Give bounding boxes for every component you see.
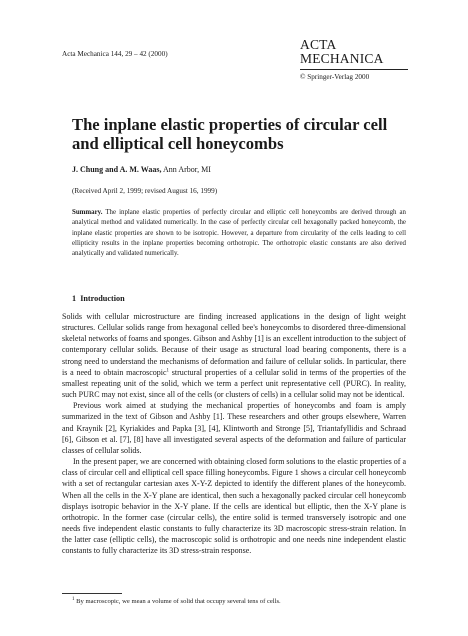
paper-title: The inplane elastic properties of circular cell and elliptical cell honeycombs bbox=[72, 115, 388, 153]
footnote-text: By macroscopic, we mean a volume of solid that occupy several tens of cells. bbox=[74, 598, 281, 605]
paragraph: In the present paper, we are concerned with obtaining closed form solutions to the elastic properties of a class of circular cell and elliptical cell space filling honeycombs. Figure 1 shows a circular cell honeycomb with a set of rectangular cartesian axes X-Y-Z depicted to identify the different planes of the honeycomb. When all the cells in the X-Y plane are identical, then such a hexagonally packed circular cell honeycomb displays isotropic behavior in the X-Y plane. If the cells are identical but elliptic, then the X-Y plane is orthotropic. In the former case (circular cells), the entire solid is termed transversely isotropic and one needs five independent elastic constants to fully characterize its 3D macroscopic stress-strain relation. In the latter case (elliptic cells), the macroscopic solid is orthotropic and one needs nine independent elastic constants to fully characterize its 3D stress-strain response. bbox=[62, 457, 406, 556]
paragraph: Previous work aimed at studying the mechanical properties of honeycombs and foam is amply summarized in the text of Gibson and Ashby [1]. These researchers and other groups elsewhere, Warren and Kraynik [2], Kyriakides and Papka [3], [4], Klintworth and Stronge [5], Triantafyllidis and Schraad [6], Gibson et al. [7], [8] have all investigated several aspects of the deformation and failure of particular classes of cellular solids. bbox=[62, 401, 406, 455]
footnote-rule bbox=[62, 593, 122, 594]
author-location: Ann Arbor, MI bbox=[161, 165, 211, 174]
section-title: Introduction bbox=[80, 294, 125, 303]
footnote bbox=[72, 598, 281, 605]
body-text bbox=[62, 311, 406, 556]
section-number: 1 bbox=[72, 294, 77, 303]
author-line bbox=[72, 165, 211, 174]
paragraph: Solids with cellular microstructure are finding increased applications in the design of light weight structures. Cellular solids range from hexagonal celled bee's honeycombs to disordered three-dimensional skeletal networks of foams and sponges. Gibson and Ashby [1] is an excellent introduction to the subject of contemporary cellular solids. Because of their usage as structural load bearing components, there is a strong need to understand the mechanisms of deformation and failure of cellular solids. In particular, there is a need to obtain macroscopic$^1$ structural properties of a cellular solid in terms of the properties of the smallest repeating unit of the solid, which we term a perfect unit representative cell (PURC). In reality, such PURC may not exist, since all of the cells (or clusters of cells) in a cellular solid may not be identical. bbox=[62, 312, 406, 400]
footnote-ref[interactable]: 1 bbox=[166, 368, 170, 374]
received-dates: (Received April 2, 1999; revised August 16, 1999) bbox=[72, 187, 218, 195]
summary-text: The inplane elastic properties of perfectly circular and elliptic cell honeycombs are derived through an analytical method and validated numerically. In the case of perfectly circular cell hexagonally packed honeycomb, the inplane elastic properties are shown to be isotropic. However, a departure from circularity of the cells leading to cell ellipticity results in the inplane properties becoming orthotropic. The orthotropic elastic constants are also derived analytically and validated numerically. bbox=[72, 209, 406, 258]
author-names: J. Chung and A. M. Waas, bbox=[72, 165, 162, 174]
copyright-line: © Springer-Verlag 2000 bbox=[300, 73, 370, 81]
summary-block bbox=[72, 208, 406, 259]
journal-name: ACTA MECHANICA bbox=[300, 37, 384, 66]
footnote-mark: 1 bbox=[72, 596, 75, 602]
journal-header bbox=[300, 38, 410, 81]
citation-line: Acta Mechanica 144, 29 – 42 (2000) bbox=[62, 50, 168, 58]
header-rule bbox=[300, 69, 408, 70]
section-heading bbox=[72, 294, 125, 303]
summary-label: Summary. bbox=[72, 209, 103, 216]
